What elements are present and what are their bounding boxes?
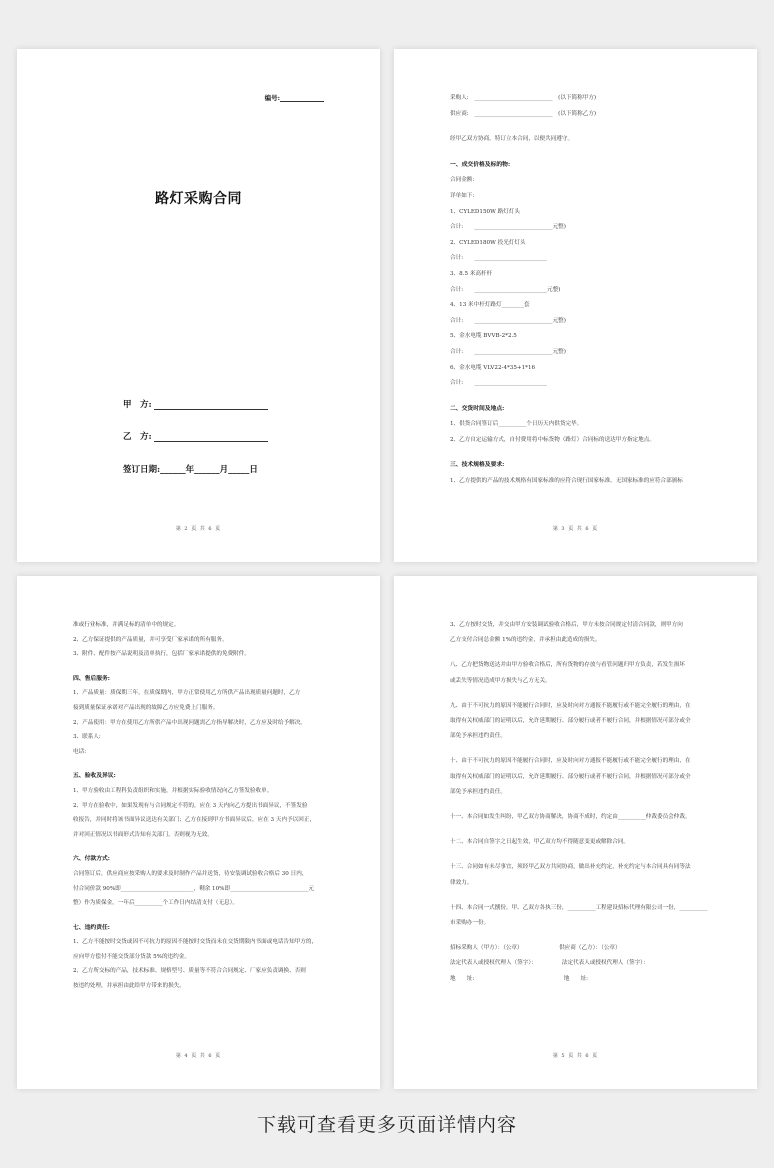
text-line: 合计: ____________________________元整) <box>450 317 566 324</box>
party-b-label: 乙 方: <box>123 432 152 442</box>
spacer <box>450 744 707 754</box>
text-line: 十三、合同如有未尽事宜，须经甲乙双方共同协商，做出补充约定，补充约定与本合同具有同等法 <box>450 864 691 871</box>
text-line: 取得有关权威部门的证明以后，允许延期履行、部分履行或者不履行合同，并根据情况可部分或全 <box>450 773 691 780</box>
spacer <box>73 842 330 852</box>
text-line: 准或行业标准，并满足标的清单中的规定。 <box>73 622 180 628</box>
text-line: 1、甲方验收由工程科负责组织和实施，并根据实际验收情况向乙方签发验收单。 <box>73 787 273 794</box>
text-line: 应向甲方偿付不能交货部分货款 5%的违约金。 <box>73 953 190 960</box>
spacer <box>450 392 707 402</box>
party-b-field <box>123 430 268 442</box>
text-line: 按违约处理，并承担由此给甲方带来的损失。 <box>73 983 185 990</box>
spacer <box>450 891 707 901</box>
page-footer: 第 2 页 共 6 页 <box>175 526 222 532</box>
page-footer: 第 4 页 共 6 页 <box>175 1053 222 1059</box>
spacer <box>450 800 707 810</box>
text-line: 3、乙方按时交货，并交由甲方安装调试验收合格后，甲方未按合同规定付清合同款，则甲方向 <box>450 622 683 628</box>
text-line: 或丢失等情况造成甲方损失与乙方无关。 <box>450 677 551 684</box>
spacer <box>450 825 707 835</box>
text-line: 八、乙方把货物送达并由甲方验收合格后，所有货物的存放与看管问题归甲方负责，若发生损坏 <box>450 662 685 669</box>
text-line: 2、甲方在验收中，如果发现有与合同规定不符的，应在 3 天内向乙方提出书面异议，不签发验 <box>73 802 308 809</box>
section-heading: 三、技术规格及要求: <box>450 462 505 469</box>
text-line: 经甲乙双方协商，特订立本合同，以便共同遵守。 <box>450 136 574 143</box>
text-line: 合计: __________________________ <box>450 255 547 262</box>
spacer <box>450 448 707 458</box>
spacer <box>450 850 707 860</box>
text-line: 十四、本合同一式捌份，甲、乙双方各执三份，__________工程建设招标代理有限公司一份，__________ <box>450 904 708 911</box>
section-heading: 七、违约责任: <box>73 924 110 931</box>
text-line: 合计: __________________________元整) <box>450 286 561 293</box>
sign-date-field: 签订日期:______年______月_____日 <box>123 465 258 475</box>
text-line: 收报告，并同时将该书面异议送达有关部门；乙方在接到甲方书面异议后，应在 3 天内予以回正， <box>73 817 316 824</box>
party-a-blank <box>154 401 268 410</box>
text-line: 付合同价款 90%即__________________________，剩余 10%即____________________________元 <box>73 885 314 892</box>
text-line: 3、附件、配件按产品说明及清单执行，包括厂家承诺提供的免费附件。 <box>73 651 250 658</box>
page-4 <box>17 576 380 1089</box>
section-heading: 一、成交价格及标的物: <box>450 161 511 168</box>
section-heading: 六、付款方式: <box>73 856 110 863</box>
text-line: 取得有关权威部门的证明以后，允许延期履行、部分履行或者不履行合同，并根据情况可部分或全 <box>450 718 691 725</box>
text-line: 1、乙方不能按时交货或因不可抗力的原因不能按时交货而未在交货期限内书面或电话告知甲方的， <box>73 939 318 946</box>
text-line: 4、13 米中杆灯路灯________套 <box>450 302 530 309</box>
text-line: 招标采购人（甲方）：（公章） 供应商（乙方）：（公章） <box>450 945 621 952</box>
text-line: 2、乙方自定运输方式，自付费用将中标货物（路灯）合同标的送达甲方指定地点。 <box>450 436 655 443</box>
page-3-body <box>450 91 707 490</box>
page-4-body <box>73 618 330 994</box>
party-b-blank <box>154 433 268 442</box>
section-heading: 四、售后服务: <box>73 675 110 682</box>
text-line: 2、产品使用：甲方在使用乙方所供产品中出现问题需乙方指导解决时，乙方应及时给予解决。 <box>73 719 306 726</box>
text-line: 法定代表人或授权代理人（签字）： 法定代表人或授权代理人（签字）： <box>450 960 649 967</box>
text-line: 1、CYLED150W 路灯灯头 <box>450 208 520 215</box>
download-caption: 下载可查看更多页面详情内容 <box>256 1114 517 1136</box>
page-5-body <box>450 618 707 987</box>
text-line: 接到质量保证承诺对产品出现的故障乙方应免费上门服务。 <box>73 704 219 711</box>
text-line: 市采购办一份。 <box>450 920 490 927</box>
text-line: 1、乙方提供的产品的技术规格有国家标准的应符合现行国家标准，无国家标准的应符合部颁标 <box>450 478 683 485</box>
party-a-label: 甲 方: <box>123 400 152 410</box>
text-line: 合计: ____________________________元整) <box>450 224 566 231</box>
document-title: 路灯采购合同 <box>155 191 242 207</box>
page-footer: 第 3 页 共 6 页 <box>552 526 599 532</box>
text-line: 合同金额: <box>450 177 475 184</box>
text-line: 合计: ____________________________元整) <box>450 348 566 355</box>
text-line: 2、乙方所交标的产品，技术标准、规格型号、质量等不符合合同规定、厂家应负责调换、否则 <box>73 968 306 975</box>
text-line: 乙方支付合同总金额 1%的违约金，并承担由此造成的损失。 <box>450 637 601 644</box>
contract-number-label: 编号: <box>264 94 280 102</box>
spacer <box>450 931 707 941</box>
spacer <box>450 689 707 699</box>
text-line: 部免予承担违约责任。 <box>450 733 506 740</box>
page-3 <box>394 49 757 562</box>
text-line: 律效力。 <box>450 879 473 886</box>
contract-number-blank <box>280 95 324 102</box>
text-line: 5、金水电缆 BVVB-2*2.5 <box>450 333 517 340</box>
section-heading: 二、交货时间及地点: <box>450 405 505 412</box>
spacer <box>73 911 330 921</box>
text-line: 6、金水电缆 VLV22-4*35+1*16 <box>450 364 536 371</box>
page-footer: 第 5 页 共 6 页 <box>552 1053 599 1059</box>
text-line: 2、CYLED180W 投光灯灯头 <box>450 239 526 246</box>
text-line: 2、乙方保证提供的产品质量，并可享受厂家承诺的所有服务。 <box>73 636 228 643</box>
text-line: 十、由于不可抗力的原因不能履行合同时，应及时向对方通报不能履行或不能完全履行的理由，在 <box>450 758 691 765</box>
spacer <box>450 148 707 158</box>
text-line: 十二、本合同自签字之日起生效，甲乙双方均不得随意变更或解除合同。 <box>450 839 630 846</box>
text-line: 十一、本合同如发生纠纷，甲乙双方协商解决，协商不成时，约定由__________仲裁委员会仲裁。 <box>450 814 691 821</box>
text-line: 供应商: ____________________________ (以下简称乙方) <box>450 110 597 117</box>
text-line: 地 址: 地 址: <box>450 975 589 982</box>
text-line: 1、产品质量：质保期三年，在质保期内，甲方正常使用乙方所供产品出现质量问题时，乙方 <box>73 690 301 697</box>
section-heading: 五、验收及异议: <box>73 773 116 780</box>
text-line: 合计: __________________________ <box>450 380 547 387</box>
spacer <box>450 122 707 132</box>
text-line: 3、8.5 米高杆杆 <box>450 270 493 277</box>
text-line: 九、由于不可抗力的原因不能履行合同时，应及时向对方通报不能履行或不能完全履行的理由，在 <box>450 702 691 709</box>
text-line: 1、供货合同签订后__________个日历天内供货完毕。 <box>450 421 583 428</box>
text-line: 电话: <box>73 748 87 755</box>
text-line: 3、联系人: <box>73 734 101 741</box>
spacer <box>450 648 707 658</box>
text-line: 并对回正情况以书面形式告知有关部门，否则视为无效。 <box>73 831 213 838</box>
contract-number <box>265 93 324 102</box>
text-line: 整）作为质保金，一年后__________个工作日内结清支付（无息）。 <box>73 900 239 907</box>
text-line: 合同签订后，供应商应按采购人的要求及时制作产品并送货，待安装调试验收合格后 30 日内， <box>73 870 308 877</box>
page-2-cover <box>17 49 380 562</box>
spacer <box>73 662 330 672</box>
text-line: 部免予承担违约责任。 <box>450 788 506 795</box>
page-5 <box>394 576 757 1089</box>
party-a-field <box>123 398 268 410</box>
spacer <box>73 759 330 769</box>
text-line: 详单如下: <box>450 192 475 199</box>
text-line: 采购人: ____________________________ (以下简称甲方) <box>450 95 597 101</box>
